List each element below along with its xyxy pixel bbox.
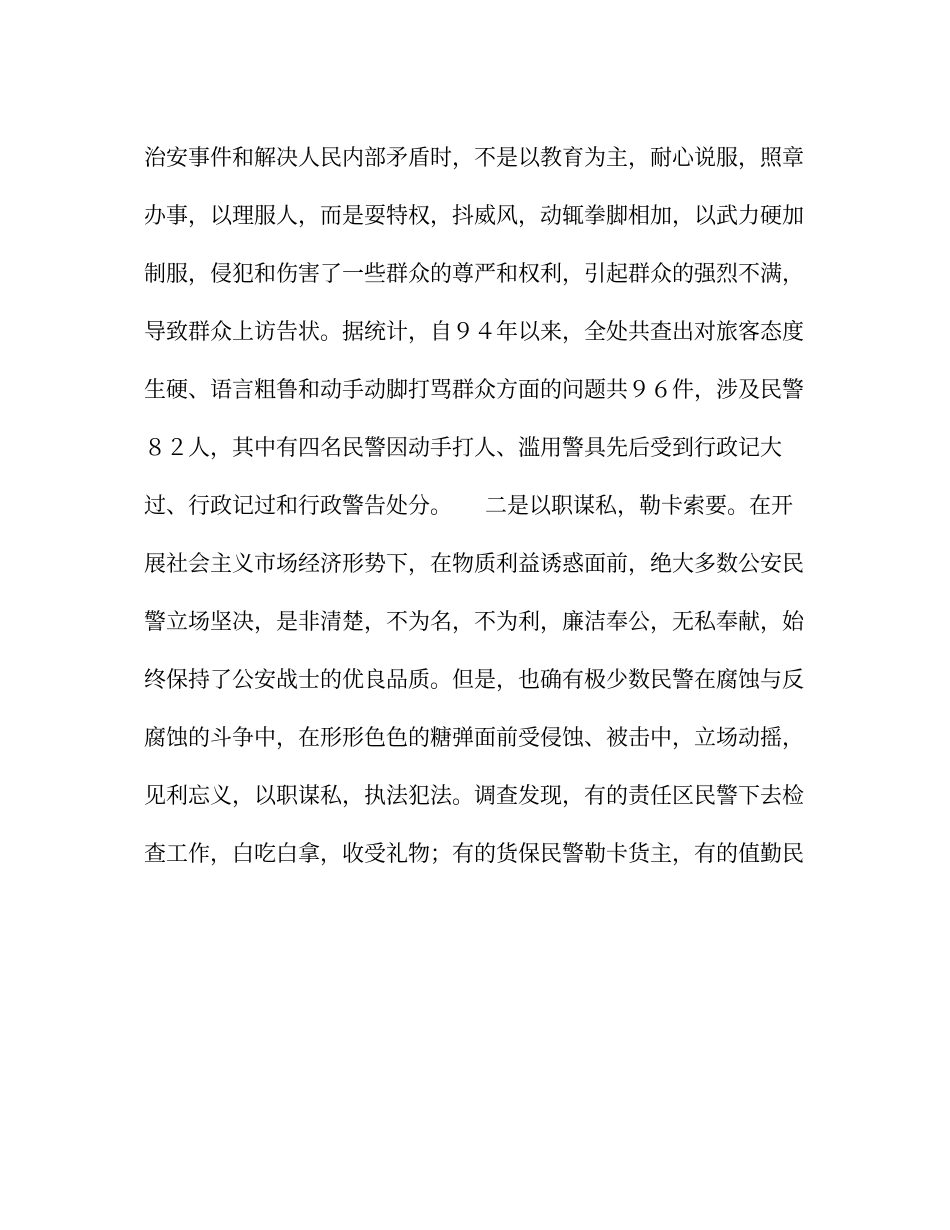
text-line-2: 办事，以理服人，而是耍特权，抖威风，动辄拳脚相加，以武力硬加 (144, 204, 805, 229)
text-line-1: 治安事件和解决人民内部矛盾时，不是以教育为主，耐心说服，照章 (144, 146, 805, 171)
text-line-9: 警立场坚决，是非清楚，不为名，不为利，廉洁奉公，无私奉献，始 (144, 610, 805, 635)
text-line-6: ８２人，其中有四名民警因动手打人、滥用警具先后受到行政记大 (144, 436, 783, 461)
text-line-3: 制服，侵犯和伤害了一些群众的尊严和权利，引起群众的强烈不满， (144, 262, 805, 287)
text-line-10: 终保持了公安战士的优良品质。但是，也确有极少数民警在腐蚀与反 (144, 668, 805, 693)
text-line-5: 生硬、语言粗鲁和动手动脚打骂群众方面的问题共９６件，涉及民警 (144, 378, 805, 403)
text-line-12: 见利忘义，以职谋私，执法犯法。调查发现，有的责任区民警下去检 (144, 784, 805, 809)
text-line-4: 导致群众上访告状。据统计，自９４年以来，全处共查出对旅客态度 (144, 320, 805, 345)
text-line-11: 腐蚀的斗争中，在形形色色的糖弹面前受侵蚀、被击中，立场动摇， (144, 726, 805, 751)
text-line-7: 过、行政记过和行政警告处分。 二是以职谋私，勒卡索要。在开 (144, 494, 794, 519)
text-line-13: 查工作，白吃白拿，收受礼物；有的货保民警勒卡货主，有的值勤民 (144, 842, 805, 867)
document-body (144, 139, 814, 893)
text-line-8: 展社会主义市场经济形势下，在物质利益诱惑面前，绝大多数公安民 (144, 552, 805, 577)
